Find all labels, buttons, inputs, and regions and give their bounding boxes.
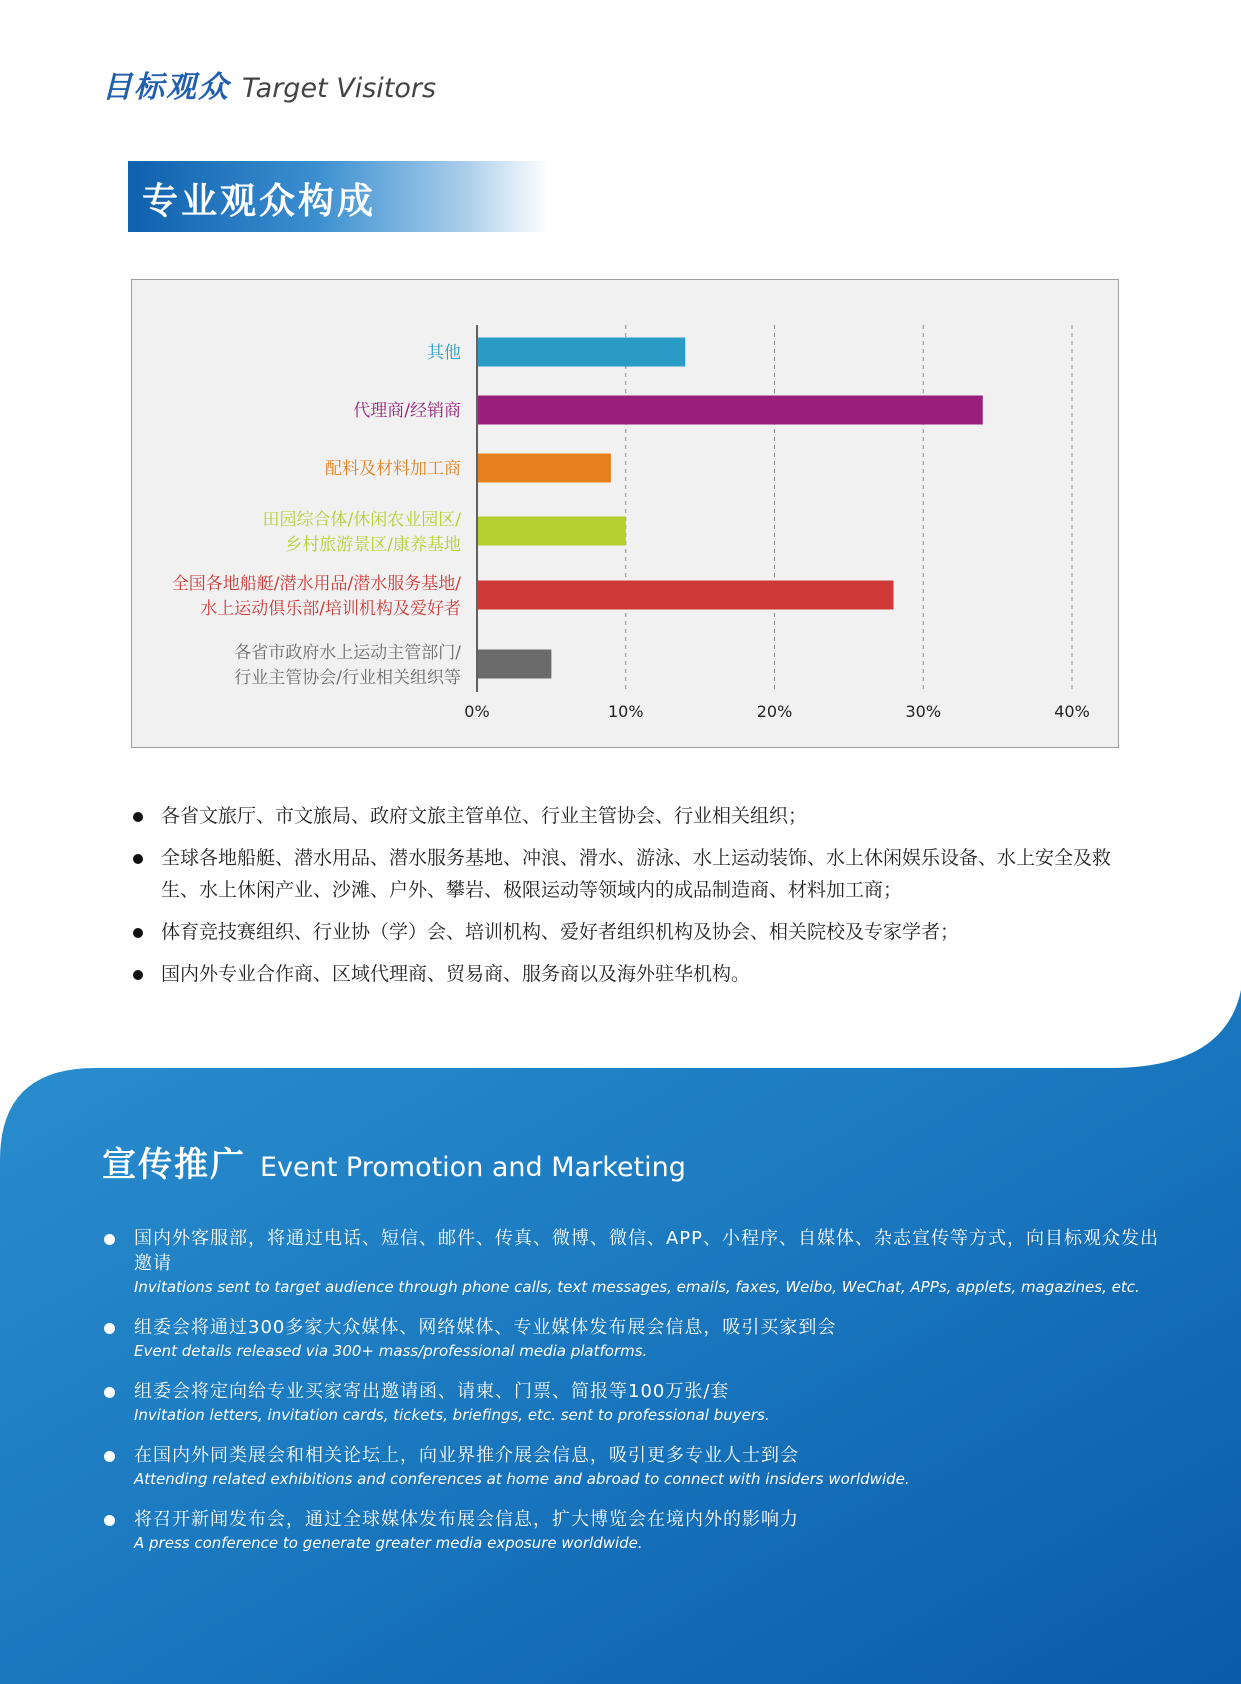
category-label: 各省市政府水上运动主管部门/ [234, 643, 461, 663]
promotion-bullet-en: Invitations sent to target audience through phone calls, text messages, emails, faxes, Weibo, WeChat, APPs, applets, magazines, etc. [134, 1278, 1140, 1296]
promotion-bullet-item [104, 1507, 1164, 1554]
category-label: 全国各地船艇/潜水用品/潜水服务基地/ [171, 574, 461, 594]
promotion-bullet-zh: 在国内外同类展会和相关论坛上，向业界推介展会信息，吸引更多专业人士到会 [134, 1445, 799, 1466]
audience-bullet-text: 全球各地船艇、潜水用品、潜水服务基地、冲浪、滑水、游泳、水上运动装饰、水上休闲娱乐设备、水上安全及救生、水上休闲产业、沙滩、户外、攀岩、极限运动等领域内的成品制造商、材料加工商； [161, 847, 1112, 901]
x-tick-label: 10% [607, 702, 644, 721]
promotion-bullet-en: A press conference to generate greater media exposure worldwide. [134, 1534, 643, 1552]
promotion-bullet-zh: 组委会将定向给专业买家寄出邀请函、请柬、门票、简报等100万张/套 [134, 1381, 730, 1402]
promotion-bullet-zh: 组委会将通过300多家大众媒体、网络媒体、专业媒体发布展会信息，吸引买家到会 [134, 1317, 837, 1338]
promotion-bullet-item [104, 1379, 1164, 1426]
category-label: 水上运动俱乐部/培训机构及爱好者 [200, 599, 461, 619]
section-banner-title: 专业观众构成 [142, 181, 377, 222]
category-label: 乡村旅游景区/康养基地 [285, 535, 461, 555]
promotion-bullet-item [104, 1315, 1164, 1362]
x-tick-label: 0% [464, 702, 490, 721]
promotion-title-zh: 宣传推广 [102, 1145, 246, 1185]
category-label: 配料及材料加工商 [325, 459, 461, 479]
x-tick-label: 20% [756, 702, 793, 721]
bullet-dot-icon [104, 1515, 115, 1526]
promotion-bullet-list [104, 1226, 1164, 1571]
promotion-header [102, 1137, 686, 1186]
audience-bullet-text: 国内外专业合作商、区域代理商、贸易商、服务商以及海外驻华机构。 [161, 963, 751, 985]
audience-bullet-text: 各省文旅厅、市文旅局、政府文旅主管单位、行业主管协会、行业相关组织； [161, 805, 808, 827]
promotion-bullet-en: Invitation letters, invitation cards, tickets, briefings, etc. sent to professional buyers. [134, 1406, 770, 1424]
promotion-bullet-en: Attending related exhibitions and conferences at home and abroad to connect with insiders worldwide. [134, 1470, 910, 1488]
x-tick-label: 30% [905, 702, 942, 721]
bullet-dot-icon [104, 1323, 115, 1334]
bullet-dot-icon [104, 1451, 115, 1462]
promotion-bullet-item [104, 1226, 1164, 1298]
category-label: 行业主管协会/行业相关组织等 [234, 668, 461, 688]
category-label: 其他 [427, 343, 461, 363]
promotion-bullet-zh: 国内外客服部，将通过电话、短信、邮件、传真、微博、微信、APP、小程序、自媒体、杂志宣传等方式，向目标观众发出邀请 [134, 1228, 1160, 1274]
header-title-en: Target Visitors [242, 73, 437, 104]
promotion-bullet-item [104, 1443, 1164, 1490]
promotion-bullet-en: Event details released via 300+ mass/professional media platforms. [134, 1342, 648, 1360]
header-title-zh: 目标观众 [102, 70, 230, 105]
category-label: 代理商/经销商 [353, 401, 461, 421]
bullet-dot-icon [104, 1234, 115, 1245]
audience-bullet-text: 体育竞技赛组织、行业协（学）会、培训机构、爱好者组织机构及协会、相关院校及专家学者； [161, 921, 960, 943]
promotion-title-en: Event Promotion and Marketing [260, 1152, 686, 1183]
promotion-bullet-zh: 将召开新闻发布会，通过全球媒体发布展会信息，扩大博览会在境内外的影响力 [134, 1509, 799, 1530]
x-tick-label: 40% [1054, 702, 1090, 721]
bullet-dot-icon [104, 1387, 115, 1398]
category-label: 田园综合体/休闲农业园区/ [262, 510, 461, 530]
